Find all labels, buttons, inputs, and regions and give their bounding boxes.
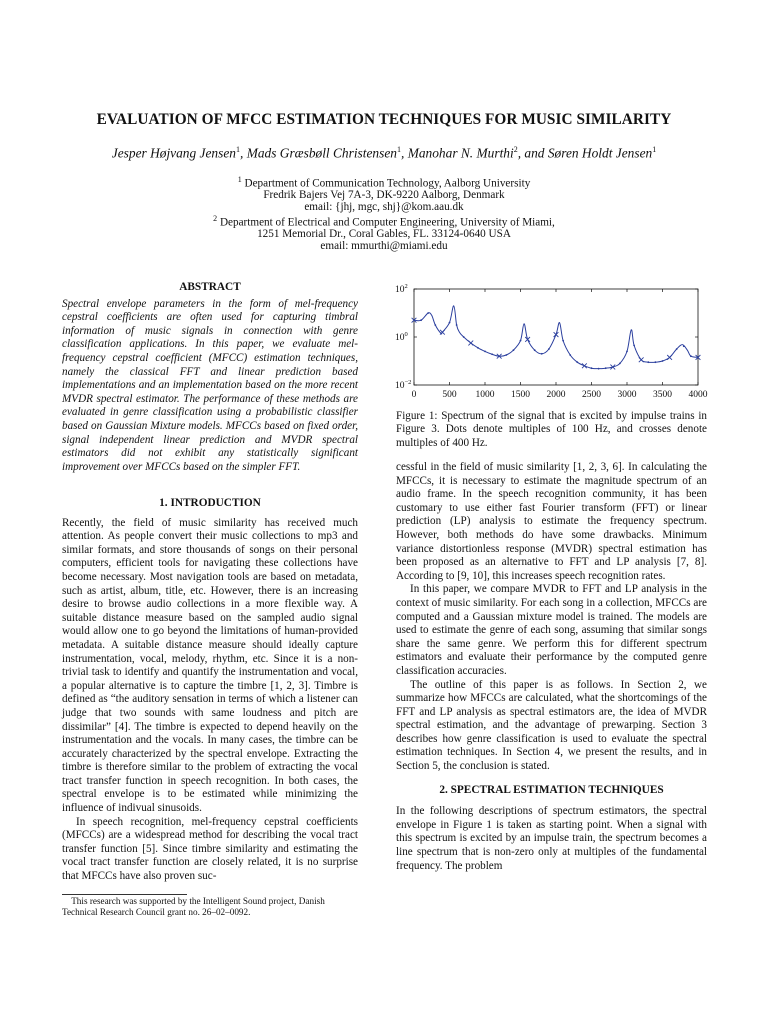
marker-dot	[463, 336, 465, 338]
affiliation-text: Department of Communication Technology, Aalborg University	[244, 177, 531, 190]
marker-dot	[434, 324, 436, 326]
x-tick-label: 3000	[617, 390, 637, 400]
marker-dot	[662, 360, 664, 362]
affiliation-mark: 2	[213, 213, 218, 223]
marker-dot	[633, 345, 635, 347]
marker-cross	[667, 355, 672, 360]
x-tick-label: 2000	[546, 390, 566, 400]
author-name: Mads Græsbøll Christensen	[246, 145, 397, 161]
marker-dot	[647, 361, 649, 363]
marker-cross	[554, 332, 559, 337]
author-affiliation-mark: 2	[513, 145, 518, 154]
marker-cross	[525, 337, 530, 342]
intro-paragraph-2: In speech recognition, mel-frequency cepstral coefficients (MFCCs) are a widespread method for describing the vocal tract transfer function [5]. Since timbre similarity and estimating the vocal tract transfer function are closely related, it is no surprise that MFCCs have also proven suc-	[62, 815, 358, 883]
section-2-paragraph-1: In the following descriptions of spectrum estimators, the spectral envelope in Figure 1 is taken as starting point. When a signal with this spectrum is excited by an impulse train, the spectrum becomes a line spectrum that is non-zero only at multiples of the fundamental frequency. The problem	[396, 805, 707, 872]
series-line-spectral-envelope	[414, 306, 698, 369]
marker-dot	[569, 354, 571, 356]
marker-dot	[477, 347, 479, 349]
marker-dot	[427, 312, 429, 314]
x-tick-label: 2500	[582, 390, 601, 400]
marker-dot	[484, 351, 486, 353]
figure-1-chart	[392, 282, 712, 402]
footnote-rule	[62, 894, 187, 895]
marker-dot	[505, 354, 507, 356]
marker-dot	[562, 340, 564, 342]
author-list	[30, 145, 738, 161]
marker-dot	[541, 353, 543, 355]
figure-1-caption: Figure 1: Spectrum of the signal that is excited by impulse trains in Figure 3. Dots denote multiples of 100 Hz, and crosses denote multiples of 400 Hz.	[396, 410, 707, 449]
intro-paragraph-5: The outline of this paper is as follows. In Section 2, we summarize how MFCCs are calculated, what the shortcomings of the FFT and LP analysis as spectral estimators are, the idea of MVDR spectral estimation, and the advantage of prewarping. Section 3 describes how genre classification is used to evaluate the spectral estimation techniques. In Section 4, we present the results, and in Section 5, the conclusion is stated.	[396, 678, 707, 773]
y-tick-label: $10^0$	[395, 331, 408, 343]
paper-title: EVALUATION OF MFCC ESTIMATION TECHNIQUES FOR MUSIC SIMILARITY	[96, 111, 672, 128]
marker-dot	[676, 348, 678, 350]
introduction-heading: 1. INTRODUCTION	[159, 497, 261, 509]
plot-frame	[414, 289, 698, 385]
marker-cross	[582, 363, 587, 368]
intro-continued	[396, 461, 707, 873]
affiliation-1-line-1	[100, 174, 668, 190]
marker-dot	[619, 363, 621, 365]
author-name: Søren Holdt Jensen	[547, 145, 653, 161]
abstract-section	[62, 281, 358, 474]
affiliation-2-line-1	[100, 213, 668, 229]
y-tick-label: $10^2$	[395, 283, 408, 295]
marker-dot	[690, 355, 692, 357]
marker-dot	[420, 319, 422, 321]
author-name: Manohar N. Murthi	[407, 145, 514, 161]
footnote-text: This research was supported by the Intelligent Sound project, Danish Technical Research Council grant no. 26–02–0092.	[62, 896, 325, 917]
x-tick-label: 500	[442, 390, 457, 400]
author-separator: ,	[239, 145, 247, 161]
author-affiliation-mark: 1	[396, 145, 401, 154]
marker-cross	[639, 357, 644, 362]
marker-dot	[626, 351, 628, 353]
abstract-body: Spectral envelope parameters in the form of mel-frequency cepstral coefficients are often used for capturing timbral information of music signals in connection with genre classification applications. In this paper, we evaluate mel-frequency cepstral coefficient (MFCC) estimation techniques, namely the classical FFT and linear prediction based implementations and an implementation based on the more recent MVDR spectral estimator. The performance of these methods are evaluated in genre classification using a probabilistic classifier based on Gaussian Mixture models. MFCCs based on fixed order, signal independent linear prediction and MVDR spectral estimators did not exhibit any statistically significant improvement over MFCCs based on the simpler FFT.	[62, 297, 358, 473]
abstract-heading: ABSTRACT	[179, 281, 241, 293]
marker-dot	[576, 361, 578, 363]
introduction-section	[62, 497, 358, 884]
intro-paragraph-4: In this paper, we compare MVDR to FFT and LP analysis in the context of music similarity. For each song in a collection, MFCCs are computed and a Gaussian mixture model is trained. The models are used to estimate the genre of each song, assuming that similar songs share the same genre. We perform this for different spectrum estimators and evaluate their performance by the computed genre classification accuracies.	[396, 583, 707, 677]
x-tick-label: 1000	[475, 390, 495, 400]
marker-dot	[449, 322, 451, 324]
x-tick-label: 0	[411, 390, 417, 400]
marker-dot	[513, 349, 515, 351]
marker-dot	[534, 349, 536, 351]
affiliations	[100, 174, 668, 252]
affiliation-1-email: email: {jhj, mgc, shj}@kom.aau.dk	[304, 200, 464, 213]
affiliation-2-email: email: mmurthi@miami.edu	[320, 239, 448, 252]
affiliation-2-line-2: 1251 Memorial Dr., Coral Gables, FL. 33124-0640 USA	[257, 228, 511, 241]
affiliation-1-line-2: Fredrik Bajers Vej 7A-3, DK-9220 Aalborg, Denmark	[263, 189, 505, 202]
footnote	[62, 896, 358, 918]
marker-dot	[520, 340, 522, 342]
marker-dot	[548, 348, 550, 350]
x-tick-label: 3500	[653, 390, 672, 400]
marker-dot	[591, 367, 593, 369]
intro-paragraph-3: cessful in the field of music similarity [1, 2, 3, 6]. In calculating the MFCCs, it is necessary to estimate the magnitude spectrum of an audio frame. In the speech recognition community, it has been customary to use either fast Fourier transform (FFT) or linear prediction (LP) analysis to estimate the frequency spectrum. However, both methods do have some drawbacks. Minimum variance distortionless response (MVDR) spectral estimation has been proposed as an alternative to FFT and LP analysis [7, 8]. According to [9, 10], this increases speech recognition rates.	[396, 461, 707, 582]
marker-dot	[683, 345, 685, 347]
marker-dot	[456, 324, 458, 326]
author-separator: , and	[517, 145, 548, 161]
marker-dot	[655, 361, 657, 363]
author-separator: ,	[400, 145, 408, 161]
x-tick-label: 4000	[688, 390, 708, 400]
author-affiliation-mark: 1	[235, 145, 240, 154]
x-tick-label: 1500	[511, 390, 530, 400]
marker-dot	[598, 368, 600, 370]
affiliation-text: Department of Electrical and Computer Engineering, University of Miami,	[219, 216, 555, 229]
marker-cross	[440, 330, 445, 335]
y-tick-label: $10^{-2}$	[395, 379, 412, 391]
author-name: Jesper Højvang Jensen	[111, 145, 236, 161]
marker-cross	[468, 341, 473, 346]
section-2-heading: 2. SPECTRAL ESTIMATION TECHNIQUES	[439, 783, 664, 796]
marker-dot	[491, 353, 493, 355]
marker-dot	[605, 367, 607, 369]
intro-paragraph-1: Recently, the field of music similarity has received much attention. As people convert their music collections to mp3 and similar formats, and store thousands of songs on their personal computers, efficient tools for navigating these collections have become necessary. Most navigation tools are based on metadata, such as artist, album, title, etc. However, there is an increasing desire to browse audio collections in a more flexible way. A suitable distance measure based on the sampled audio signal would allow one to go beyond the limitations of human-provided metadata. A suitable distance measure should ideally capture instrumentation, vocal, melody, rhythm, etc. Since it is a non-trivial task to identify and quantify the instrumentation and vocal, a popular alternative is to capture the timbre [1, 2, 3]. Timbre is defined as “the auditory sensation in terms of which a listener can judge that two sounds with same loudness and pitch are dissimilar” [4]. The timbre is expected to depend heavily on the instrumentation and the vocals. In many cases, the timbre can be accurately characterized by the spectral envelope. Extracting the timbre is therefore similar to the problem of extracting the vocal tract transfer function in speech recognition. In both cases, the spectral envelope is to be estimated while minimizing the influence of indivual sinusoids.	[62, 516, 358, 815]
author-affiliation-mark: 1	[652, 145, 657, 154]
affiliation-mark: 1	[237, 175, 242, 184]
